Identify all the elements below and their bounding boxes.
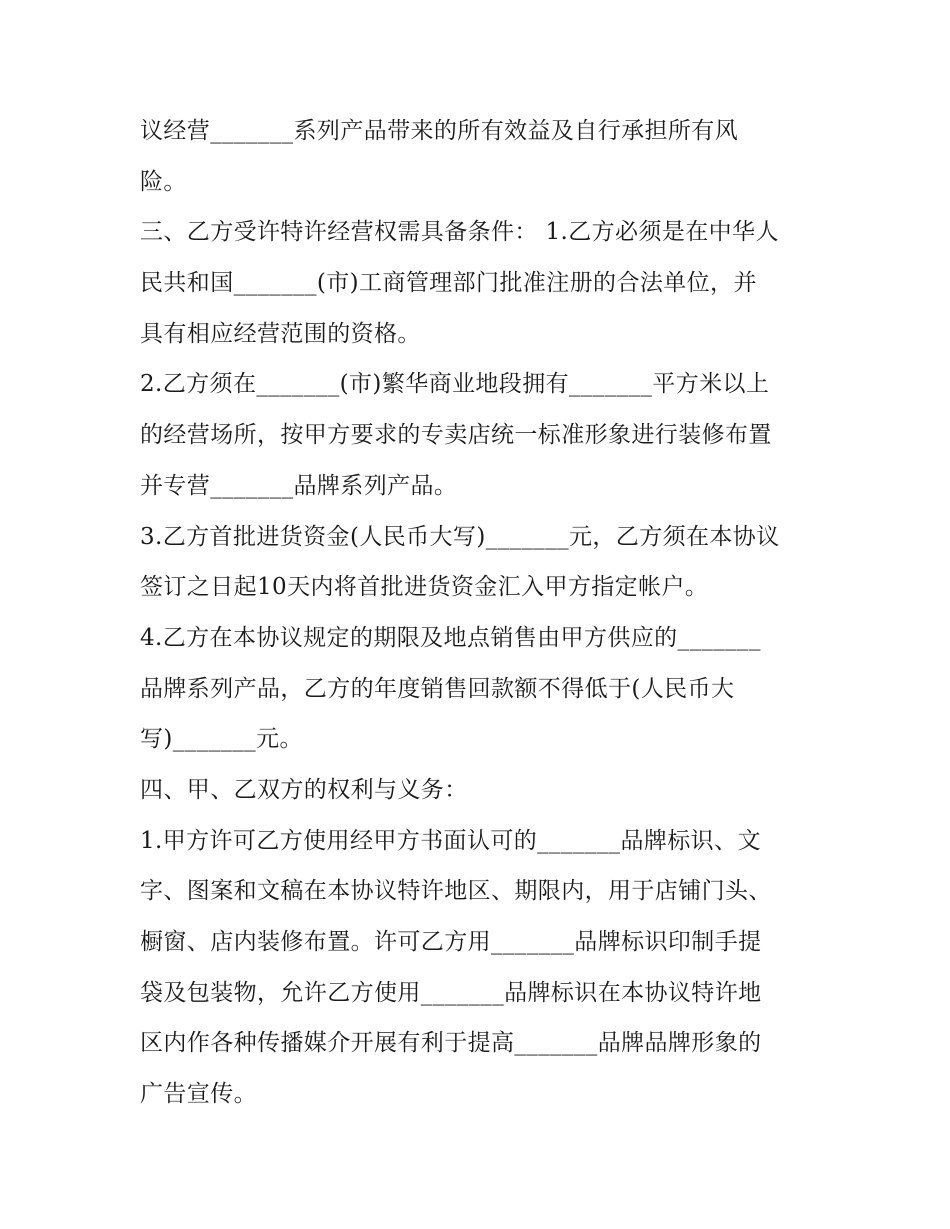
text-line: 议经营_______系列产品带来的所有效益及自行承担所有风 (140, 118, 739, 144)
text-line: 橱窗、店内装修布置。许可乙方用_______品牌标识印制手提 (140, 929, 762, 955)
text-line: 品牌系列产品，乙方的年度销售回款额不得低于(人民币大 (140, 675, 735, 702)
text-line: 具有相应经营范围的资格。 (140, 320, 421, 347)
text-line: 签订之日起10天内将首批进货资金汇入甲方指定帐户。 (140, 574, 709, 601)
text-line: 1.甲方许可乙方使用经甲方书面认可的_______品牌标识、文 (140, 827, 761, 854)
text-line: 字、图案和文稿在本协议特许地区、期限内，用于店铺门头、 (140, 878, 772, 905)
text-line: 4.乙方在本协议规定的期限及地点销售由甲方供应的_______ (140, 624, 761, 651)
text-line: 写)_______元。 (140, 726, 303, 753)
text-line: 四、甲、乙双方的权利与义务： (140, 776, 468, 803)
text-line: 民共和国_______(市)工商管理部门批准注册的合法单位，并 (140, 270, 757, 297)
text-line: 3.乙方首批进货资金(人民币大写)_______元，乙方须在本协议 (140, 523, 780, 550)
text-line: 区内作各种传播媒介开展有利于提高_______品牌品牌形象的 (140, 1030, 762, 1057)
text-line: 的经营场所，按甲方要求的专卖店统一标准形象进行装修布置 (140, 422, 772, 449)
text-line: 三、乙方受许特许经营权需具备条件： 1.乙方必须是在中华人 (140, 219, 779, 246)
text-line: 险。 (140, 168, 187, 195)
text-line: 2.乙方须在_______(市)繁华商业地段拥有_______平方米以上 (140, 371, 770, 398)
text-line: 并专营_______品牌系列产品。 (140, 472, 458, 499)
text-line: 广告宣传。 (140, 1081, 257, 1108)
text-line: 袋及包装物，允许乙方使用_______品牌标识在本协议特许地 (140, 979, 762, 1006)
contract-body-text (140, 106, 820, 1120)
